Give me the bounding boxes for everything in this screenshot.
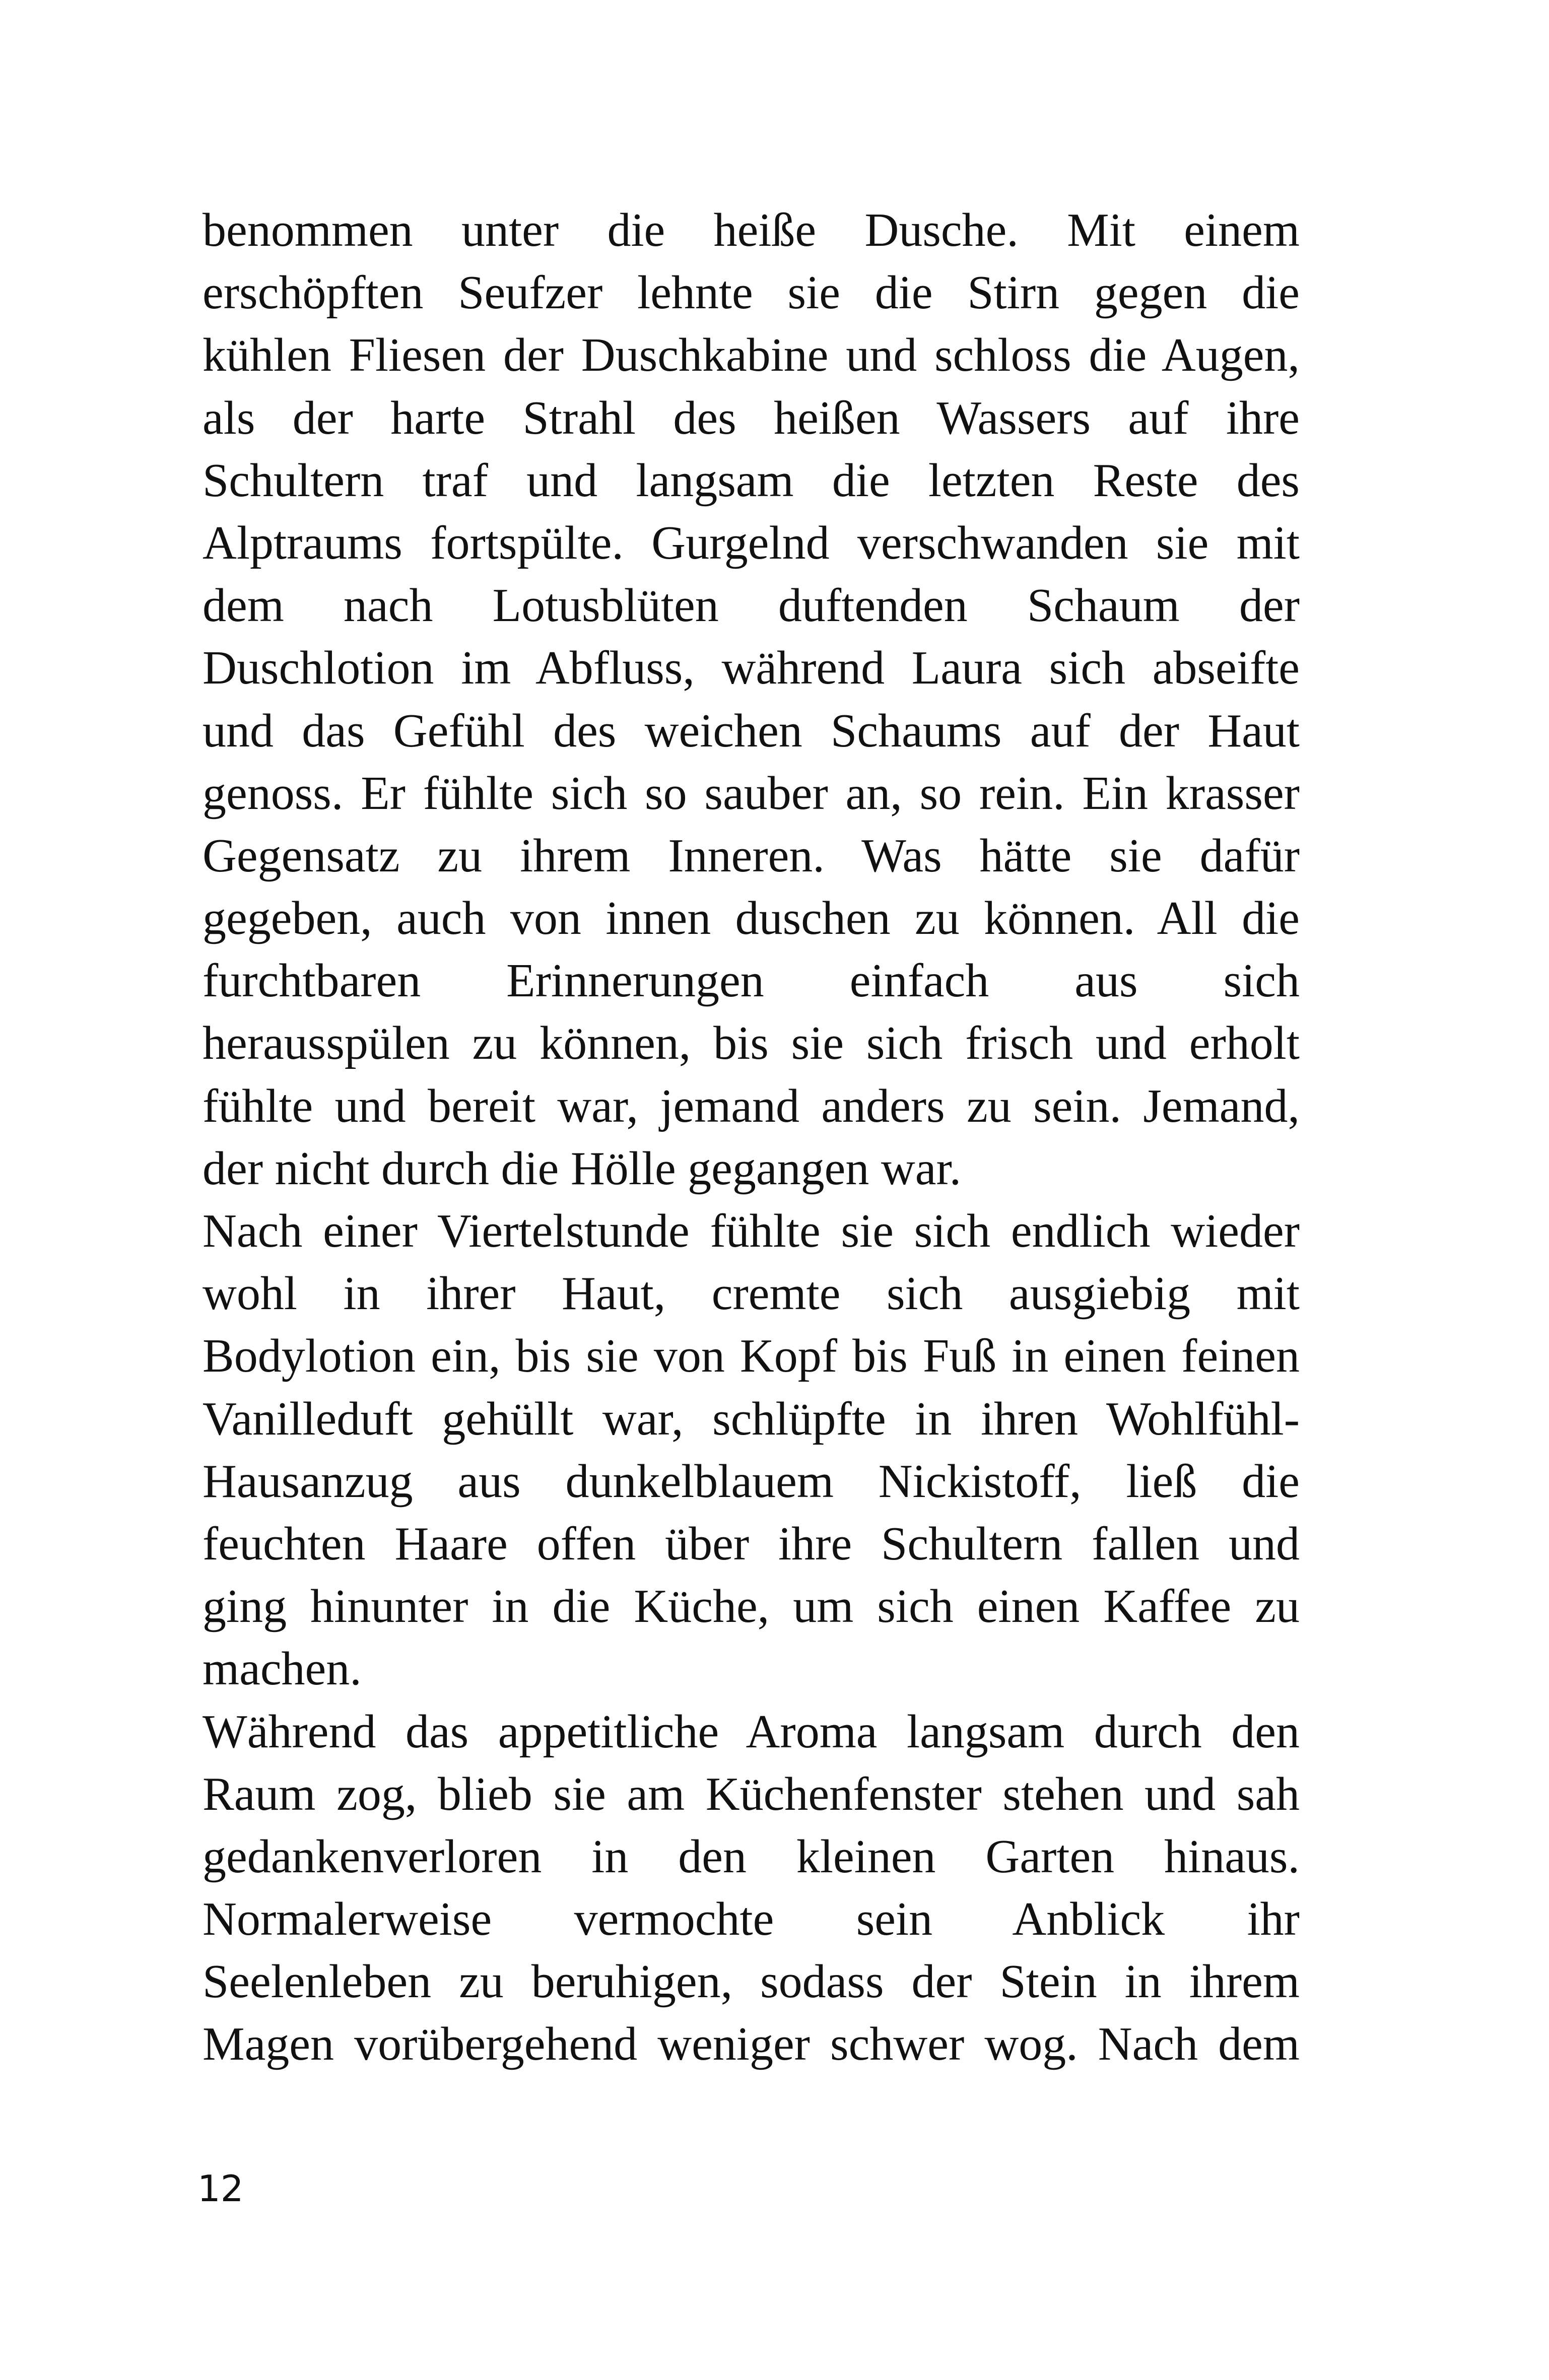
text-line: dem nach Lotusblüten duftenden Schaum der [203,579,1300,632]
text-line: Hausanzug aus dunkelblauem Nickistoff, ließ die [203,1455,1300,1508]
text-line: Raum zog, blieb sie am Küchenfenster stehen und sah [203,1767,1300,1820]
text-line: Seelenleben zu beruhigen, sodass der Stein in ihrem [203,1955,1300,2008]
text-line: Bodylotion ein, bis sie von Kopf bis Fuß in einen feinen [203,1330,1300,1383]
text-line: Normalerweise vermochte sein Anblick ihr [203,1893,1300,1946]
text-line: fühlte und bereit war, jemand anders zu sein. Jemand, [203,1079,1300,1132]
text-line: ging hinunter in die Küche, um sich einen Kaffee zu [203,1580,1300,1633]
text-line: Duschlotion im Abfluss, während Laura sich abseifte [203,642,1300,695]
text-line: benommen unter die heiße Dusche. Mit einem [203,204,1300,256]
text-line: wohl in ihrer Haut, cremte sich ausgiebig mit [203,1267,1300,1320]
text-line: als der harte Strahl des heißen Wassers auf ihre [203,391,1300,444]
text-line: gedankenverloren in den kleinen Garten hinaus. [203,1830,1300,1883]
text-line: machen. [203,1643,362,1695]
text-line: Schultern traf und langsam die letzten Reste des [203,454,1300,507]
page-number: 12 [197,2167,244,2210]
text-line: genoss. Er fühlte sich so sauber an, so rein. Ein krasser [203,767,1300,820]
text-line: erschöpften Seufzer lehnte sie die Stirn gegen die [203,266,1300,319]
text-line: kühlen Fliesen der Duschkabine und schloss die Augen, [203,329,1300,382]
text-line: herausspülen zu können, bis sie sich frisch und erholt [203,1017,1300,1070]
text-line: Magen vorübergehend weniger schwer wog. Nach dem [203,2018,1300,2071]
text-line: Alptraums fortspülte. Gurgelnd verschwanden sie mit [203,516,1300,569]
body-text [203,199,1300,2076]
text-line: Nach einer Viertelstunde fühlte sie sich endlich wieder [203,1205,1300,1257]
text-line: feuchten Haare offen über ihre Schultern fallen und [203,1517,1300,1570]
text-line: und das Gefühl des weichen Schaums auf der Haut [203,704,1300,757]
text-line: furchtbaren Erinnerungen einfach aus sich [203,955,1300,1007]
text-line: gegeben, auch von innen duschen zu können. All die [203,892,1300,945]
text-line: Während das appetitliche Aroma langsam durch den [203,1705,1300,1758]
text-line: Vanilleduft gehüllt war, schlüpfte in ihren Wohlfühl- [203,1392,1300,1445]
text-line: Gegensatz zu ihrem Inneren. Was hätte sie dafür [203,829,1300,882]
text-line: der nicht durch die Hölle gegangen war. [203,1142,962,1195]
